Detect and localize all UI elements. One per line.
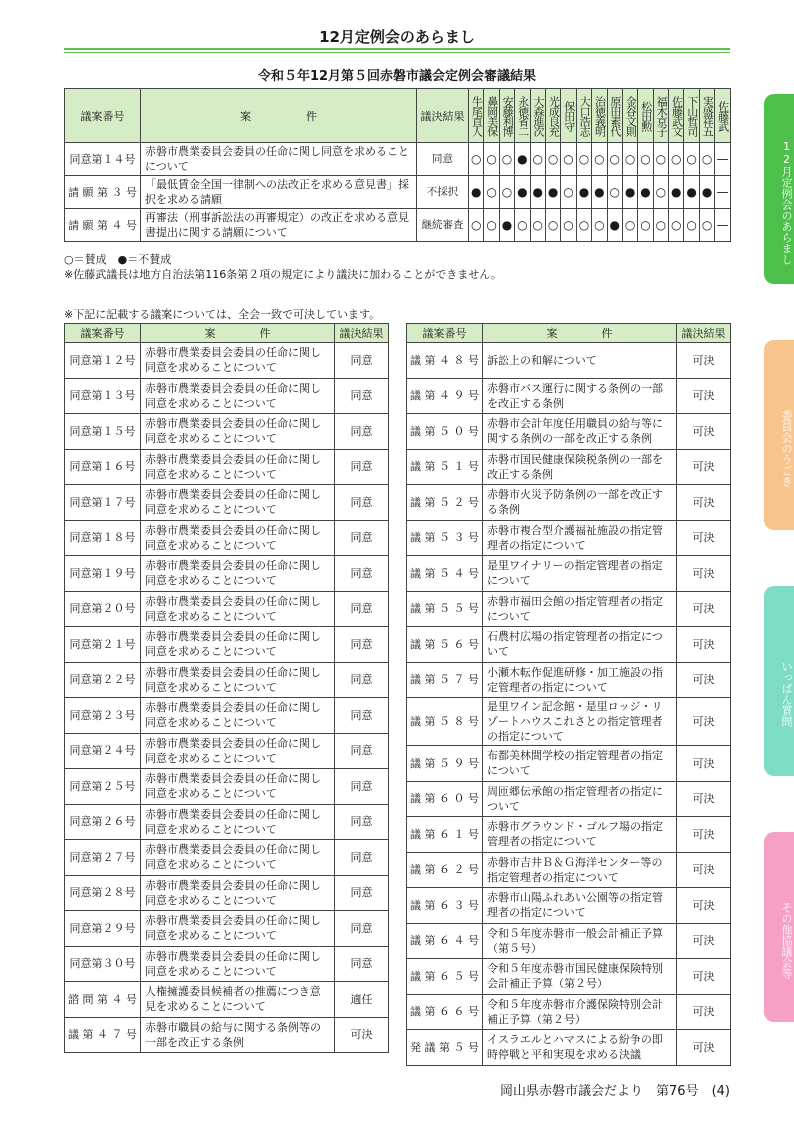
table-row bbox=[65, 769, 389, 805]
vote-mark: — bbox=[715, 176, 730, 209]
vote-mark: ○ bbox=[684, 143, 699, 176]
bill-title: 赤磐市農業委員会委員の任命に関し同意を求めることについて bbox=[141, 733, 335, 769]
member-name: 光成良充 bbox=[545, 89, 560, 143]
bill-result: 同意 bbox=[335, 840, 389, 876]
header-rule bbox=[64, 48, 730, 50]
bill-number: 議 第 ５ １ 号 bbox=[407, 449, 483, 485]
side-tab-label: 委員会のうごき bbox=[780, 409, 793, 487]
col-header-number: 議案番号 bbox=[407, 324, 483, 343]
member-name: 永徳省二 bbox=[515, 89, 530, 143]
bill-title: 赤磐市農業委員会委員の任命に関し同意を求めることについて bbox=[141, 840, 335, 876]
bill-number: 請 願 第 ３ 号 bbox=[65, 176, 141, 209]
bill-result: 可決 bbox=[677, 959, 731, 995]
table-row bbox=[407, 591, 731, 627]
vote-mark: ○ bbox=[638, 209, 653, 242]
table-row bbox=[65, 591, 389, 627]
table-row bbox=[407, 627, 731, 663]
table-row bbox=[65, 733, 389, 769]
bill-result: 可決 bbox=[677, 485, 731, 521]
table-row bbox=[407, 746, 731, 782]
vote-mark: — bbox=[715, 209, 730, 242]
bill-number: 同意第２９号 bbox=[65, 911, 141, 947]
side-tab-general-question[interactable] bbox=[764, 586, 794, 776]
table-row bbox=[407, 817, 731, 853]
unanimous-table-right bbox=[406, 323, 731, 1066]
vote-mark: ○ bbox=[699, 143, 714, 176]
bill-number: 同意第２５号 bbox=[65, 769, 141, 805]
table-row bbox=[407, 556, 731, 592]
vote-mark: ● bbox=[684, 176, 699, 209]
bill-title: 令和５年度赤磐市介護保険特別会計補正予算（第２号） bbox=[483, 994, 677, 1030]
bill-number: 議 第 ６ ２ 号 bbox=[407, 852, 483, 888]
vote-mark: ○ bbox=[576, 209, 591, 242]
bill-title: 赤磐市農業委員会委員の任命に関し同意を求めることについて bbox=[141, 520, 335, 556]
bill-title: 是里ワイン記念館・是里ロッジ・リゾートハウスこれさとの指定管理者の指定について bbox=[483, 698, 677, 746]
bill-number: 議 第 ５ ０ 号 bbox=[407, 414, 483, 450]
vote-mark: — bbox=[715, 143, 730, 176]
bill-result: 同意 bbox=[335, 343, 389, 379]
member-name: 原田素代 bbox=[607, 89, 622, 143]
bill-number: 同意第２１号 bbox=[65, 627, 141, 663]
bill-title: 赤磐市農業委員会委員の任命に関し同意を求めることについて bbox=[141, 449, 335, 485]
bill-result: 同意 bbox=[335, 485, 389, 521]
bill-result: 可決 bbox=[677, 662, 731, 698]
vote-mark: ○ bbox=[499, 143, 514, 176]
col-header-bill: 案 件 bbox=[141, 324, 335, 343]
bill-title: 赤磐市職員の給与に関する条例等の一部を改正する条例 bbox=[141, 1017, 335, 1053]
vote-mark: ● bbox=[499, 209, 514, 242]
bill-title: 赤磐市農業委員会委員の任命に関し同意を求めることについて bbox=[141, 769, 335, 805]
bill-title: 石農村広場の指定管理者の指定について bbox=[483, 627, 677, 663]
vote-mark: ○ bbox=[684, 209, 699, 242]
bill-result: 同意 bbox=[335, 911, 389, 947]
bill-result: 同意 bbox=[335, 698, 389, 734]
vote-mark: ○ bbox=[561, 209, 576, 242]
table-row bbox=[65, 982, 389, 1018]
vote-result: 同意 bbox=[417, 143, 469, 176]
bill-result: 同意 bbox=[335, 946, 389, 982]
bill-result: 同意 bbox=[335, 875, 389, 911]
bill-result: 可決 bbox=[677, 343, 731, 379]
bill-title: イスラエルとハマスによる紛争の即時停戦と平和実現を求める決議 bbox=[483, 1030, 677, 1066]
bill-number: 同意第１８号 bbox=[65, 520, 141, 556]
bill-number: 議 第 ６ ５ 号 bbox=[407, 959, 483, 995]
bill-number: 議 第 ６ ０ 号 bbox=[407, 781, 483, 817]
vote-mark: ○ bbox=[545, 209, 560, 242]
vote-mark: ○ bbox=[638, 143, 653, 176]
bill-result: 可決 bbox=[677, 781, 731, 817]
bill-result: 同意 bbox=[335, 733, 389, 769]
bill-title: 赤磐市火災予防条例の一部を改正する条例 bbox=[483, 485, 677, 521]
member-name: 安藤利博 bbox=[499, 89, 514, 143]
bill-title: 赤磐市農業委員会委員の任命に関し同意を求めることについて bbox=[141, 414, 335, 450]
unanimous-notice: ※下記に記載する議案については、全会一致で可決しています。 bbox=[64, 308, 381, 321]
bill-number: 同意第２２号 bbox=[65, 662, 141, 698]
vote-result-table bbox=[64, 88, 731, 242]
bill-result: 可決 bbox=[677, 817, 731, 853]
bill-title: 赤磐市複合型介護福祉施設の指定管理者の指定について bbox=[483, 520, 677, 556]
bill-number: 議 第 ４ ７ 号 bbox=[65, 1017, 141, 1053]
bill-title: 赤磐市農業委員会委員の任命に関し同意を求めることについて bbox=[141, 485, 335, 521]
vote-mark: ○ bbox=[592, 143, 607, 176]
member-name: 大口浩志 bbox=[576, 89, 591, 143]
vote-mark: ○ bbox=[607, 143, 622, 176]
table-row bbox=[65, 804, 389, 840]
table-row bbox=[65, 378, 389, 414]
bill-number: 同意第１９号 bbox=[65, 556, 141, 592]
vote-mark: ○ bbox=[561, 176, 576, 209]
vote-mark: ○ bbox=[499, 176, 514, 209]
header-rule-thin bbox=[64, 52, 730, 53]
bill-result: 可決 bbox=[335, 1017, 389, 1053]
side-tab-other-councils[interactable] bbox=[764, 832, 794, 1022]
vote-mark: ● bbox=[592, 176, 607, 209]
bill-number: 議 第 ５ ５ 号 bbox=[407, 591, 483, 627]
bill-number: 諮 問 第 ４ 号 bbox=[65, 982, 141, 1018]
vote-mark: ● bbox=[515, 143, 530, 176]
bill-title: 赤磐市農業委員会委員の任命に関し同意を求めることについて bbox=[141, 556, 335, 592]
member-name: 佐藤武 bbox=[715, 89, 730, 143]
col-header-number: 議案番号 bbox=[65, 324, 141, 343]
bill-title: 赤磐市山陽ふれあい公園等の指定管理者の指定について bbox=[483, 888, 677, 924]
table-row bbox=[407, 923, 731, 959]
table-row bbox=[65, 911, 389, 947]
bill-number: 議 第 ６ １ 号 bbox=[407, 817, 483, 853]
bill-title: 赤磐市農業委員会委員の任命に関し同意を求めることについて bbox=[141, 946, 335, 982]
bill-title: 再審法（刑事訴訟法の再審規定）の改正を求める意見書提出に関する請願について bbox=[141, 209, 417, 242]
member-name: 実盛祥五 bbox=[699, 89, 714, 143]
member-name: 松田勲 bbox=[638, 89, 653, 143]
vote-mark: ○ bbox=[484, 209, 499, 242]
bill-result: 可決 bbox=[677, 1030, 731, 1066]
vote-mark: ○ bbox=[469, 143, 484, 176]
table-row bbox=[407, 698, 731, 746]
legend-note: ※佐藤武議長は地方自治法第116条第２項の規定により議決に加わることができません。 bbox=[64, 268, 502, 281]
col-header-result: 議決結果 bbox=[677, 324, 731, 343]
bill-result: 同意 bbox=[335, 414, 389, 450]
member-name: 治徳義明 bbox=[592, 89, 607, 143]
vote-mark: ○ bbox=[545, 143, 560, 176]
table-row bbox=[407, 378, 731, 414]
vote-mark: ○ bbox=[653, 209, 668, 242]
bill-number: 議 第 ６ ６ 号 bbox=[407, 994, 483, 1030]
table-row bbox=[407, 414, 731, 450]
bill-title: 「最低賃金全国一律制への法改正を求める意見書」採択を求める請願 bbox=[141, 176, 417, 209]
vote-mark: ● bbox=[469, 176, 484, 209]
vote-row bbox=[65, 176, 731, 209]
bill-title: 赤磐市吉井Ｂ＆Ｇ海洋センター等の指定管理者の指定について bbox=[483, 852, 677, 888]
bill-result: 可決 bbox=[677, 888, 731, 924]
bill-result: 可決 bbox=[677, 414, 731, 450]
table-row bbox=[407, 888, 731, 924]
bill-title: 周匝郷伝承館の指定管理者の指定について bbox=[483, 781, 677, 817]
table-row bbox=[407, 959, 731, 995]
bill-result: 可決 bbox=[677, 378, 731, 414]
bill-title: 令和５年度赤磐市一般会計補正予算（第５号） bbox=[483, 923, 677, 959]
bill-title: 赤磐市バス運行に関する条例の一部を改正する条例 bbox=[483, 378, 677, 414]
table-row bbox=[407, 662, 731, 698]
bill-result: 可決 bbox=[677, 746, 731, 782]
table-row bbox=[65, 343, 389, 379]
bill-number: 同意第１５号 bbox=[65, 414, 141, 450]
bill-number: 同意第１３号 bbox=[65, 378, 141, 414]
vote-mark: ○ bbox=[669, 143, 684, 176]
bill-result: 可決 bbox=[677, 449, 731, 485]
bill-result: 可決 bbox=[677, 520, 731, 556]
bill-number: 同意第２４号 bbox=[65, 733, 141, 769]
bill-number: 議 第 ５ ９ 号 bbox=[407, 746, 483, 782]
bill-title: 赤磐市グラウンド・ゴルフ場の指定管理者の指定について bbox=[483, 817, 677, 853]
side-tab-december-session[interactable] bbox=[764, 94, 794, 284]
bill-result: 可決 bbox=[677, 591, 731, 627]
side-tab-label: 12月定例会のあらまし bbox=[780, 139, 793, 265]
bill-title: 赤磐市農業委員会委員の任命に関し同意を求めることについて bbox=[141, 875, 335, 911]
page-header bbox=[64, 26, 730, 52]
member-name: 下山哲司 bbox=[684, 89, 699, 143]
bill-number: 議 第 ５ ７ 号 bbox=[407, 662, 483, 698]
bill-number: 議 第 ６ ４ 号 bbox=[407, 923, 483, 959]
bill-result: 同意 bbox=[335, 520, 389, 556]
table-row bbox=[407, 485, 731, 521]
bill-result: 可決 bbox=[677, 994, 731, 1030]
bill-title: 赤磐市国民健康保険税条例の一部を改正する条例 bbox=[483, 449, 677, 485]
bill-number: 議 第 ５ ６ 号 bbox=[407, 627, 483, 663]
table-row bbox=[65, 485, 389, 521]
bill-result: 同意 bbox=[335, 627, 389, 663]
table-row bbox=[65, 414, 389, 450]
bill-title: 赤磐市農業委員会委員の任命に関し同意を求めることについて bbox=[141, 662, 335, 698]
vote-mark: ○ bbox=[622, 209, 637, 242]
bill-title: 赤磐市農業委員会委員の任命に関し同意を求めることについて bbox=[141, 698, 335, 734]
col-header-result: 議決結果 bbox=[417, 89, 469, 143]
vote-row bbox=[65, 143, 731, 176]
side-tab-label: いっぱん質問 bbox=[780, 661, 793, 727]
member-name: 佐藤武文 bbox=[669, 89, 684, 143]
vote-mark: ○ bbox=[576, 143, 591, 176]
vote-mark: ○ bbox=[484, 176, 499, 209]
bill-number: 議 第 ４ ８ 号 bbox=[407, 343, 483, 379]
vote-mark: ○ bbox=[530, 209, 545, 242]
bill-title: 赤磐市農業委員会委員の任命に関し同意を求めることについて bbox=[141, 143, 417, 176]
bill-result: 可決 bbox=[677, 698, 731, 746]
bill-result: 同意 bbox=[335, 769, 389, 805]
vote-mark: ● bbox=[638, 176, 653, 209]
table-row bbox=[65, 662, 389, 698]
bill-result: 同意 bbox=[335, 449, 389, 485]
col-header-bill: 案 件 bbox=[483, 324, 677, 343]
member-name: 福木京子 bbox=[653, 89, 668, 143]
bill-number: 同意第２３号 bbox=[65, 698, 141, 734]
table-row bbox=[65, 698, 389, 734]
bill-title: 小瀬木転作促進研修・加工施設の指定管理者の指定について bbox=[483, 662, 677, 698]
table-row bbox=[407, 781, 731, 817]
table-row bbox=[65, 556, 389, 592]
col-header-bill: 案 件 bbox=[141, 89, 417, 143]
table-row bbox=[65, 875, 389, 911]
vote-mark: ○ bbox=[484, 143, 499, 176]
bill-result: 可決 bbox=[677, 627, 731, 663]
member-name: 金谷文則 bbox=[622, 89, 637, 143]
col-header-result: 議決結果 bbox=[335, 324, 389, 343]
bill-title: 令和５年度赤磐市国民健康保険特別会計補正予算（第２号） bbox=[483, 959, 677, 995]
bill-number: 同意第１７号 bbox=[65, 485, 141, 521]
bill-title: 赤磐市会計年度任用職員の給与等に関する条例の一部を改正する条例 bbox=[483, 414, 677, 450]
member-name: 大森進次 bbox=[530, 89, 545, 143]
bill-number: 議 第 ５ ２ 号 bbox=[407, 485, 483, 521]
legend-marks: ○＝賛成 ●＝不賛成 bbox=[64, 253, 172, 266]
bill-number: 議 第 ５ ８ 号 bbox=[407, 698, 483, 746]
table-row bbox=[65, 627, 389, 663]
table-row bbox=[65, 520, 389, 556]
bill-result: 適任 bbox=[335, 982, 389, 1018]
bill-title: 赤磐市農業委員会委員の任命に関し同意を求めることについて bbox=[141, 911, 335, 947]
vote-mark: ○ bbox=[653, 143, 668, 176]
member-name: 保田守 bbox=[561, 89, 576, 143]
bill-title: 布都美林間学校の指定管理者の指定について bbox=[483, 746, 677, 782]
section-title: 令和５年12月第５回赤磐市議会定例会審議結果 bbox=[257, 69, 537, 84]
bill-number: 同意第２８号 bbox=[65, 875, 141, 911]
bill-result: 可決 bbox=[677, 923, 731, 959]
bill-number: 議 第 ５ ４ 号 bbox=[407, 556, 483, 592]
vote-mark: ○ bbox=[607, 176, 622, 209]
vote-mark: ● bbox=[576, 176, 591, 209]
vote-mark: ● bbox=[607, 209, 622, 242]
side-tab-label: その他協議会等 bbox=[780, 901, 793, 979]
vote-mark: ○ bbox=[530, 143, 545, 176]
table-row bbox=[407, 1030, 731, 1066]
bill-number: 議 第 ５ ３ 号 bbox=[407, 520, 483, 556]
bill-number: 発 議 第 ５ 号 bbox=[407, 1030, 483, 1066]
bill-number: 議 第 ４ ９ 号 bbox=[407, 378, 483, 414]
bill-title: 赤磐市農業委員会委員の任命に関し同意を求めることについて bbox=[141, 804, 335, 840]
bill-title: 是里ワイナリーの指定管理者の指定について bbox=[483, 556, 677, 592]
bill-number: 同意第２７号 bbox=[65, 840, 141, 876]
vote-mark: ● bbox=[669, 176, 684, 209]
table-row bbox=[65, 946, 389, 982]
bill-result: 同意 bbox=[335, 662, 389, 698]
page-footer: 岡山県赤磐市議会だより 第76号 (4) bbox=[500, 1084, 730, 1099]
bill-number: 同意第２０号 bbox=[65, 591, 141, 627]
unanimous-table-left bbox=[64, 323, 389, 1053]
vote-mark: ● bbox=[699, 176, 714, 209]
vote-mark: ○ bbox=[515, 209, 530, 242]
bill-number: 同意第１６号 bbox=[65, 449, 141, 485]
table-row bbox=[407, 520, 731, 556]
bill-title: 訴訟上の和解について bbox=[483, 343, 677, 379]
vote-mark: ● bbox=[545, 176, 560, 209]
table-row bbox=[65, 1017, 389, 1053]
vote-mark: ○ bbox=[669, 209, 684, 242]
table-row bbox=[65, 840, 389, 876]
bill-number: 同意第２６号 bbox=[65, 804, 141, 840]
col-header-number: 議案番号 bbox=[65, 89, 141, 143]
vote-mark: ● bbox=[530, 176, 545, 209]
bill-result: 同意 bbox=[335, 556, 389, 592]
vote-mark: ○ bbox=[622, 143, 637, 176]
page-header-title: 12月定例会のあらまし bbox=[319, 28, 475, 46]
bill-result: 同意 bbox=[335, 378, 389, 414]
bill-number: 同意第１２号 bbox=[65, 343, 141, 379]
member-name: 鼻岡美保 bbox=[484, 89, 499, 143]
vote-mark: ● bbox=[515, 176, 530, 209]
vote-mark: ○ bbox=[469, 209, 484, 242]
vote-mark: ○ bbox=[653, 176, 668, 209]
vote-mark: ● bbox=[622, 176, 637, 209]
table-row bbox=[407, 852, 731, 888]
vote-mark: ○ bbox=[699, 209, 714, 242]
bill-result: 可決 bbox=[677, 556, 731, 592]
bill-title: 赤磐市福田会館の指定管理者の指定について bbox=[483, 591, 677, 627]
bill-title: 赤磐市農業委員会委員の任命に関し同意を求めることについて bbox=[141, 343, 335, 379]
side-tab-committee[interactable] bbox=[764, 340, 794, 530]
table-row bbox=[65, 449, 389, 485]
vote-result: 不採択 bbox=[417, 176, 469, 209]
bill-number: 議 第 ６ ３ 号 bbox=[407, 888, 483, 924]
vote-row bbox=[65, 209, 731, 242]
bill-title: 赤磐市農業委員会委員の任命に関し同意を求めることについて bbox=[141, 627, 335, 663]
bill-result: 可決 bbox=[677, 852, 731, 888]
vote-mark: ○ bbox=[561, 143, 576, 176]
table-row bbox=[407, 343, 731, 379]
vote-result: 継続審査 bbox=[417, 209, 469, 242]
bill-number: 同意第１４号 bbox=[65, 143, 141, 176]
bill-number: 請 願 第 ４ 号 bbox=[65, 209, 141, 242]
table-row bbox=[407, 449, 731, 485]
bill-title: 赤磐市農業委員会委員の任命に関し同意を求めることについて bbox=[141, 591, 335, 627]
bill-title: 人権擁護委員候補者の推薦につき意見を求めることについて bbox=[141, 982, 335, 1018]
member-name: 牛尾直人 bbox=[469, 89, 484, 143]
bill-result: 同意 bbox=[335, 591, 389, 627]
table-row bbox=[407, 994, 731, 1030]
bill-title: 赤磐市農業委員会委員の任命に関し同意を求めることについて bbox=[141, 378, 335, 414]
bill-number: 同意第３０号 bbox=[65, 946, 141, 982]
bill-result: 同意 bbox=[335, 804, 389, 840]
vote-mark: ○ bbox=[592, 209, 607, 242]
